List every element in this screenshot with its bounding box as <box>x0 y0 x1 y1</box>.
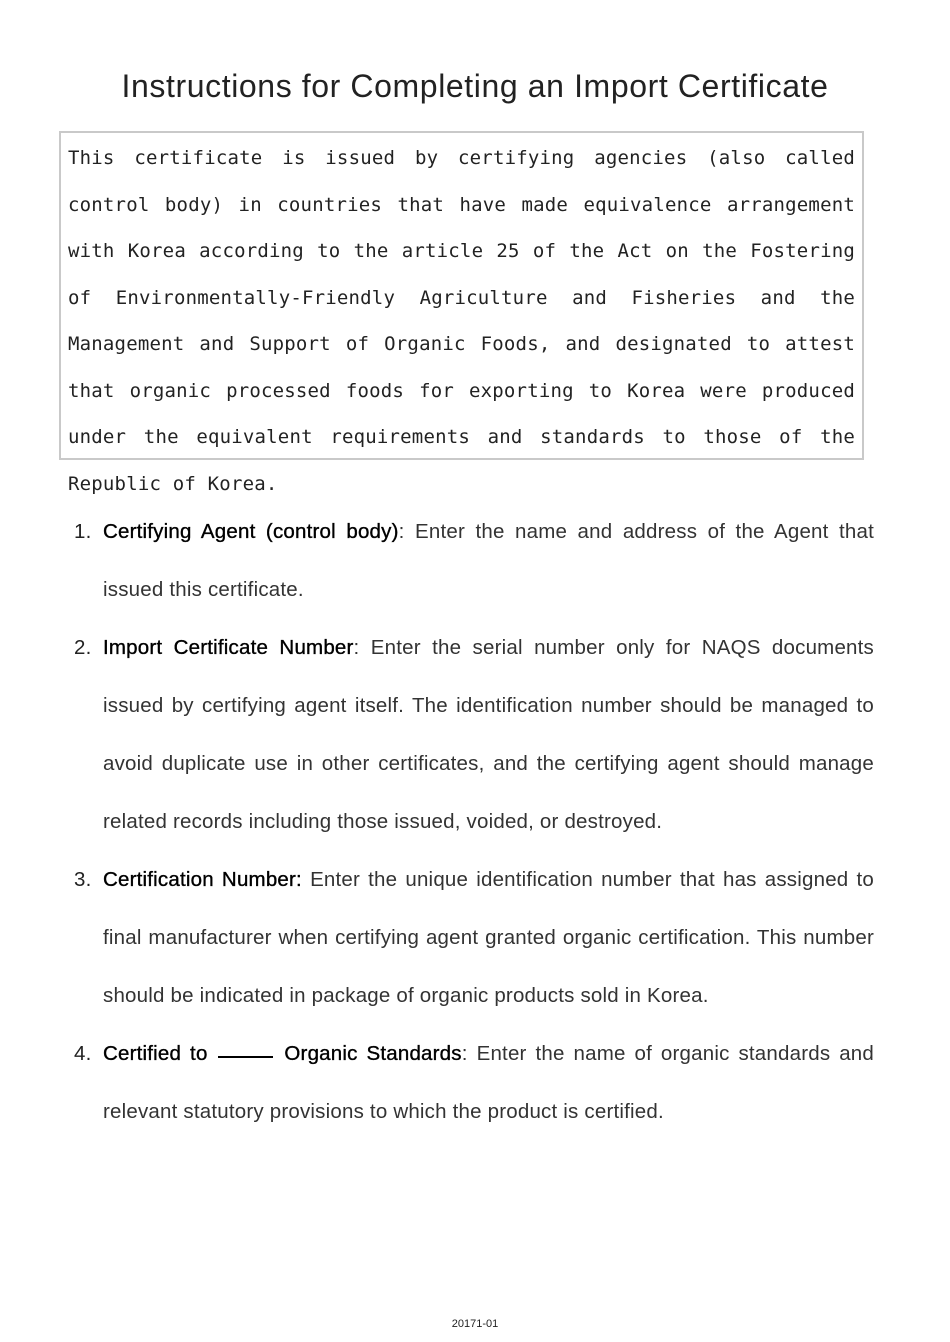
item-term: Certification Number: <box>103 868 302 891</box>
item-term: Import Certificate Number <box>103 636 354 659</box>
item-term-prefix: Certified to <box>103 1042 208 1065</box>
item-separator: : <box>461 1042 468 1065</box>
instruction-list <box>74 503 874 1141</box>
item-description: Enter the unique identification number that has assigned to final manufacturer when certifying agent granted organic certification. This number should be indicated in package of organic products sold in Korea. <box>103 868 874 1007</box>
blank-underline <box>218 1056 273 1058</box>
instruction-item-organic-standards <box>74 1025 874 1141</box>
item-description: Enter the name of organic standards and relevant statutory provisions to which the product is certified. <box>103 1042 875 1123</box>
item-number: 2. <box>74 636 92 659</box>
item-term-suffix: Organic Standards <box>284 1042 462 1065</box>
item-separator: : <box>398 520 405 543</box>
instruction-item-certifying-agent <box>74 503 874 619</box>
instruction-item-certification-number <box>74 851 874 1025</box>
page-title: Instructions for Completing an Import Certificate <box>121 68 829 104</box>
intro-text-box <box>59 131 864 495</box>
item-separator: : <box>353 636 360 659</box>
item-term <box>103 1042 462 1065</box>
item-number: 3. <box>74 868 92 891</box>
instruction-item-import-certificate-number <box>74 619 874 851</box>
item-term: Certifying Agent (control body) <box>103 520 399 543</box>
item-description: Enter the serial number only for NAQS documents issued by certifying agent itself. The identification number should be managed to avoid duplicate use in other certificates, and the certifying agent should manage related records including those issued, voided, or destroyed. <box>103 636 874 833</box>
item-description: Enter the name and address of the Agent that issued this certificate. <box>103 520 874 601</box>
item-number: 1. <box>74 520 92 543</box>
intro-paragraph: This certificate is issued by certifying agencies (also called control body) in countries that have made equivalence arrangement with Korea according to the article 25 of the Act on the Fostering of Environmentally-Friendly Agriculture and Fisheries and the Management and Support of Organic Foods, and designated to attest that organic processed foods for exporting to Korea were produced under the equivalent requirements and standards to those of the Republic of Korea. <box>68 147 855 495</box>
item-number: 4. <box>74 1042 92 1065</box>
form-code: 20171-01 <box>451 1318 499 1330</box>
